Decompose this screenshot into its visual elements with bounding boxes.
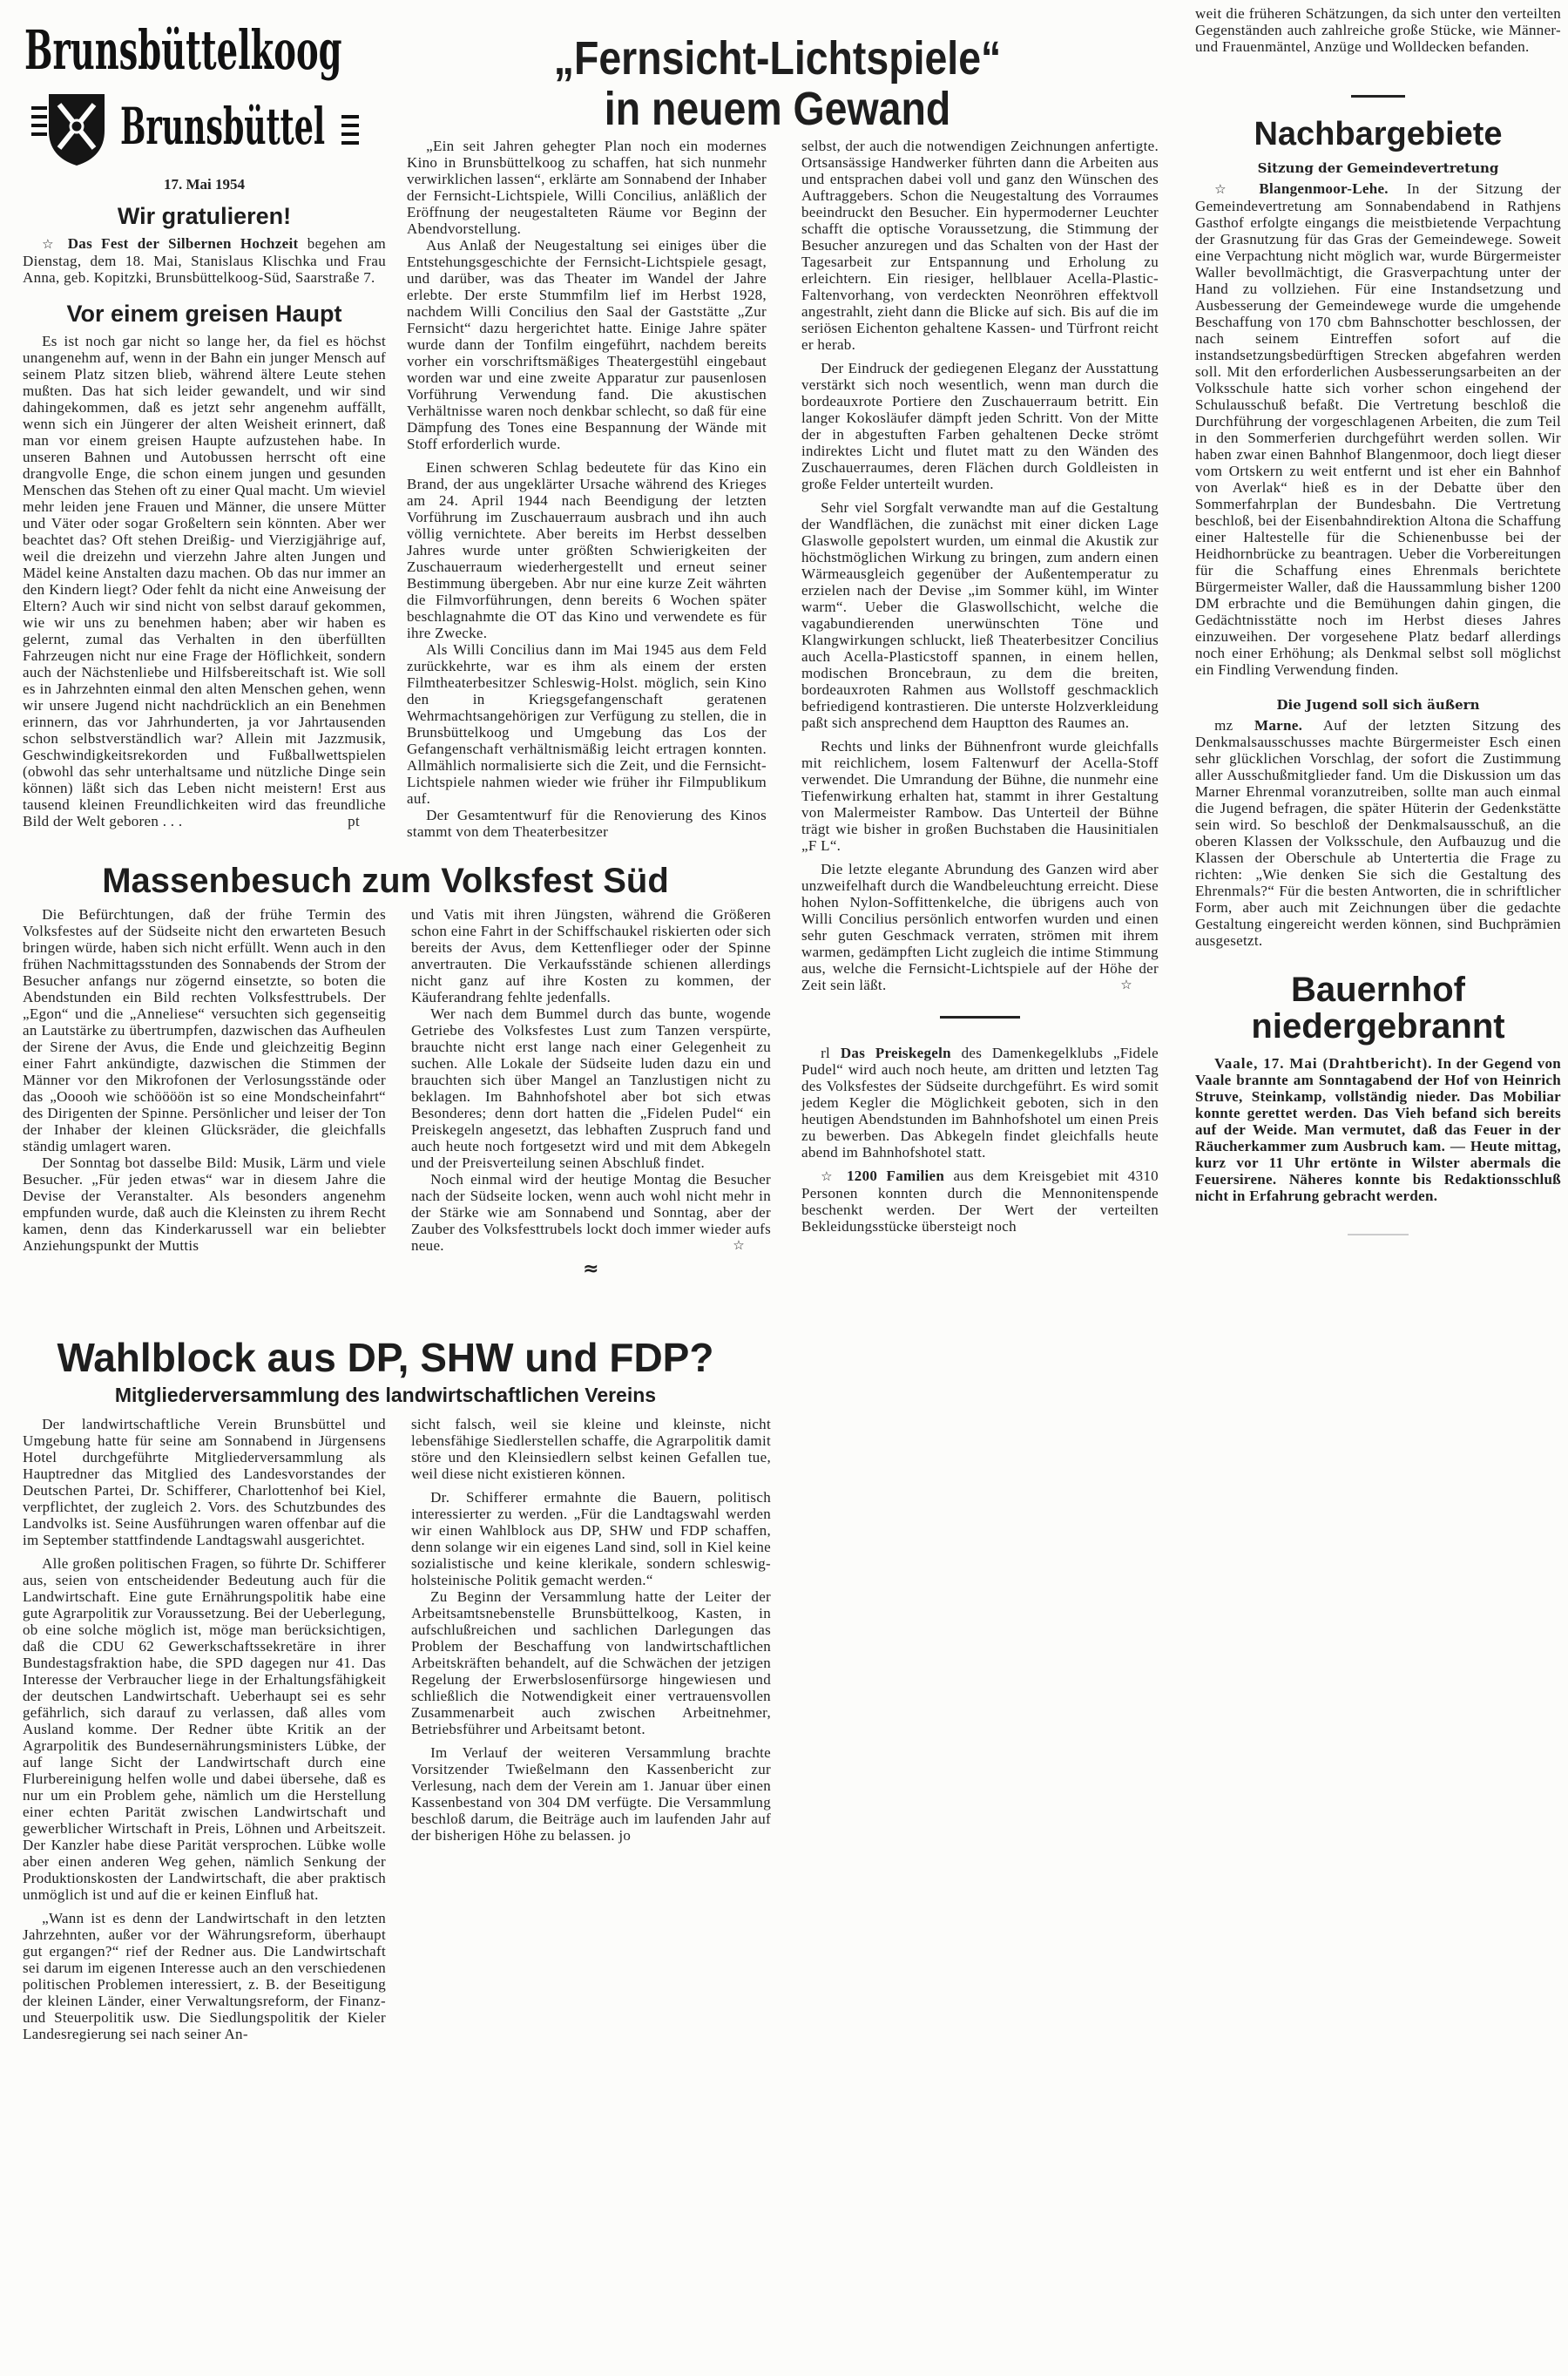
kino-paragraph: Der Gesamtentwurf für die Renovierung des Kinos stammt von dem Theaterbesitzer: [407, 807, 767, 840]
author-signature: jo: [618, 1827, 632, 1844]
nachbar-article-1: [1195, 180, 1561, 678]
familien-lead: 1200 Familien: [846, 1168, 945, 1184]
gratulation-article: [23, 235, 386, 286]
star-icon: ☆: [42, 236, 59, 252]
wahlblock-headline: Wahlblock aus DP, SHW und FDP?: [57, 1335, 714, 1380]
kino-paragraph: Als Willi Concilius dann im Mai 1945 aus dem Feld zurückkehrte, war es ihm als einem der ersten Filmtheaterbesitzer Schleswig-Holst. möglich, sein Kino den in Kriegsgefangenschaft geratenen Wehrmachtsangehörigen zur Verfügung zu stellen, die in Brunsbüttelkoog und Umgebung das Los der Gefangenschaft verhältnismäßig leicht ertragen konnten. Allmählich normalisierte sich die Zeit, und die Fernsicht-Lichtspiele nahmen wieder wie früher ihr Filmpublikum auf.: [407, 641, 767, 807]
kino-paragraph: Der Eindruck der gediegenen Eleganz der Ausstattung verstärkt sich noch wesentlich, wenn man durch die bordeauxrote Portiere den Zuschauerraum betritt. Ein langer Kokosläufer dämpft jeden Schritt. Von der Mitte der in abgestuften Farben gehaltenen Decke strömt indirektes Licht und flutet matt zu den Wänden des Zuschauerraumes, deren Flächen durch Goldleisten in große Felder unterteilt wurden.: [801, 360, 1159, 492]
bauernhof-text: In der Gegend von Vaale brannte am Sonntagabend der Hof von Heinrich Struve, Steinkamp, vollständig nieder. Das Mobiliar konnte gerettet werden. Das Vieh befand sich bereits auf der Weide. Man vermutet, daß das Feuer in der Räucherkammer zum Ausbruch kam. — Heute mittag, kurz vor 11 Uhr ertönte in Wilster abermals die Feuersirene. Näheres konnte bis Redaktionsschluß nicht in Erfahrung gebracht werden.: [1195, 1055, 1561, 1204]
wahlblock-paragraph: Dr. Schifferer ermahnte die Bauern, politisch interessierter zu werden. „Für die Landtagswahl werden wir einen Wahlblock aus DP, SHW und FDP schaffen, denn solange wir ein eigenes Land sind, soll in Kiel keine sozialistische und keine klerikale, sondern schleswig-holsteinische Politik gemacht werden.“: [411, 1489, 771, 1588]
kino-paragraph: selbst, der auch die notwendigen Zeichnungen anfertigte. Ortsansässige Handwerker führten dann die Arbeiten aus und entsprachen dabei voll und ganz den Wünschen des Auftraggebers. Schon die Neugestaltung des Vorraumes beeindruckt den Besucher. Ein hypermoderner Leuchter schafft die optische Voraussetzung, die Stimmung der Besucher anzuregen und das Schalten von der Hast der Tagesarbeit zur Entspannung und Erholung zu erleichtern. Ein riesiger, hellblauer Acella-Plastic-Faltenvorhang, von verdeckten Neonröhren effektvoll angestrahlt, zieht dann die Blicke auf sich. Bis auf die im seriösen Eichenton gehaltene Kassen- und Türfront reicht er herab.: [801, 138, 1159, 353]
issue-date: 17. Mai 1954: [163, 176, 246, 193]
middle-right-column: [801, 138, 1159, 1235]
masthead-ornament: [341, 113, 359, 148]
divider: [1348, 1234, 1409, 1235]
star-icon: ☆: [1120, 977, 1132, 992]
familien-article: [801, 1168, 1159, 1235]
nachbar-text-1: In der Sitzung der Gemeindevertretung am Sonnabendabend in Rathjens Gasthof erfolgte eingangs die meistbietende Verpachtung der Grasnutzung für das Gras der Gemeindewege. Soweit eine Verpachtung nicht möglich war, wurde Bürgermeister Waller bevollmächtigt, die Grasverpachtung unter der Hand zu vollziehen. Für eine Instandsetzung und Ausbesserung der Gemeindewege wurde die umgehende Beschaffung von 170 cbm Bahnschotter beschlossen, der nach seinem Eintreffen sofort auf die instandsetzungsbedürftigen Strecken abgefahren werden soll. Mit den erforderlichen Ausbesserungsarbeiten an der Volksschule hatte sich vorher schon eingehend der Schulausschuß befaßt. Die Vertretung beschloß die Durchführung der vorgeschlagenen Arbeiten, die zum Teil in den Sommerferien durchgeführt werden sollen. Wir haben zwar einen Bahnhof Blangenmoor, doch liegt dieser vom Ortskern zu weit entfernt und ist eher ein Bahnhof von Averlak“ hieß es in der Debatte über den Sommerfahrplan der Bundesbahn. Die Vertretung beschloß, bei der Eisenbahndirektion Altona die Schaffung einer Haltestelle für die Schienenbusse bei der Heidhornbrücke zu beantragen. Ueber die Vorbereitungen für die Schaffung eines Ehrenmals berichtete Bürgermeister Waller, daß die Haussammlung bisher 1200 DM erbrachte und die Bemühungen dahin gingen, die Gedächtnisstätte noch im Herbst dieses Jahres einzuweihen. Der vorgesehene Platz bedarf allerdings noch einer Erhöhung; als Denkmal selbst soll möglichst ein Findling Verwendung finden.: [1195, 180, 1561, 678]
masthead: [23, 19, 386, 176]
bauernhof-article: [1195, 1055, 1561, 1204]
volksfest-paragraph: und Vatis mit ihren Jüngsten, während die Größeren schon eine Fahrt in der Schiffschaukel riskierten oder sich bereits der Avus, dem Kettenflieger oder der Spinne anvertrauten. Die Verkaufsstände schienen allerdings nicht ganz auf ihre Kosten zu kommen, der Käuferandrang fehlte jedenfalls.: [411, 906, 771, 1005]
kino-paragraph: Sehr viel Sorgfalt verwandte man auf die Gestaltung der Wandflächen, die zunächst mit einer dicken Lage Glaswolle gepolstert wurden, um einmal die Akustik zur höchstmöglichen Wirkung zu bringen, zum andern einen Wärmeausgleich gegenüber der Außentemperatur zu erzielen nach der Devise „im Sommer kühl, im Winter warm“. Ueber die Glaswollschicht, welche die vagabundierenden unerwünschten Töne und Klangwirkungen schluckt, ließ Theaterbesitzer Concilius auch Acella-Plasticstoff spannen, in einem hellen, modischen Broncebraun, zu dem die breiten, bordeauxroten Rahmen aus Wollstoff geschmacklich befriedigend kontrastieren. Die unterste Holzverkleidung paßt sich ansprechend dem Hauptton des Raumes an.: [801, 499, 1159, 731]
greisen-article: [23, 333, 386, 829]
author-signature: pt: [348, 813, 360, 829]
kino-paragraph: Einen schweren Schlag bedeutete für das Kino ein Brand, der aus ungeklärter Ursache während des Krieges am 24. April 1944 nach Beendigung der letzten Vorführung im Zuschauerraum ausbrach und ihn auch völlig vernichtete. Aber bereits im Herbst desselben Jahres wurde unter größten Schwierigkeiten der Zuschauerraum wiederhergestellt und erneut seiner Bestimmung übergeben. Abr nur eine kurze Zeit währten die Filmvorführungen, denn bereits 6 Wochen später beschlagnahmte die OT das Kino und verwendete es für ihre Zwecke.: [407, 459, 767, 641]
nachbar-article-2: [1195, 717, 1561, 949]
nachbar-lead-2: Marne.: [1254, 717, 1303, 734]
divider: [940, 1016, 1020, 1019]
kino-paragraph: „Ein seit Jahren gehegter Plan noch ein modernes Kino in Brunsbüttelkoog zu schaffen, hat sich nunmehr verwirklichen lassen“, erklärte am Sonnabend der Inhaber der Fernsicht-Lichtspiele, Willi Concilius, anläßlich der Eröffnung der neugestalteten Räume vor Beginn der Abendvorstellung.: [407, 138, 767, 237]
volksfest-column-1: [23, 906, 386, 1254]
greisen-headline: Vor einem greisen Haupt: [66, 301, 342, 327]
kino-paragraph: Rechts und links der Bühnenfront wurde gleichfalls mit reichlichem, losem Faltenwurf der Acella-Stoff verwendet. Die Umrandung der Bühne, die nunmehr eine Tiefenwirkung erhalten hat, stammt in ihrer Gestaltung von Malermeister Rambow. Das Unterteil der Bühne trägt wie bisher in großen Buchstaben die Hausinitialen „F L“.: [801, 738, 1159, 854]
nachbar-headline: Nachbargebiete: [1254, 116, 1503, 152]
author-initials: mz: [1214, 717, 1233, 734]
bauernhof-headline-line2: niedergebrannt: [1251, 1007, 1505, 1046]
gratulation-text: begehen am Dienstag, dem 18. Mai, Stanislaus Klischka und Frau Anna, geb. Kopitzki, Brunsbüttelkoog-Süd, Saarstraße 7.: [23, 235, 386, 286]
kino-headline-line2: in neuem Gewand: [604, 83, 951, 135]
wave-separator-icon: ≈: [583, 1258, 599, 1280]
wahlblock-paragraph: Der landwirtschaftliche Verein Brunsbüttel und Umgebung hatte für seine am Sonnabend in Jürgensens Hotel durchgeführte Mitgliederversammlung als Hauptredner das Mitglied des Landesvorstandes der Deutschen Partei, Dr. Schifferer, Charlottenhof bei Kiel, verpflichtet, der zugleich 2. Vors. des Schutzbundes des Landvolks ist. Seine Ausführungen waren offenbar auf die im September stattfindende Landtagswahl ausgerichtet.: [23, 1416, 386, 1548]
familien-continuation-text: weit die früheren Schätzungen, da sich unter den verteilten Gegenständen auch zahlreiche große Stücke, wie Männer- und Frauenmäntel, Anzüge und Wolldecken befanden.: [1195, 5, 1561, 55]
star-icon: ☆: [733, 1237, 745, 1253]
volksfest-paragraph: Wer nach dem Bummel durch das bunte, wogende Getriebe des Volksfestes Lust zum Tanzen verspürte, brauchte nicht erst lange nach einer Gelegenheit zu suchen. Alle Lokale der Südseite luden dazu ein und brauchten sich über Mangel an Tanzlustigen nicht zu beklagen. Im Bahnhofshotel aber bot sich etwas Besonderes; denn dort hatten die „Fidelen Pudel“ ein Preiskegeln angesetzt, das lebhaften Zuspruch fand und auch heute noch fortgesetzt wird und mit dem Abkegeln und der Preisverteilung seinen Abschluß findet.: [411, 1005, 771, 1171]
gratulation-lead: Das Fest der Silbernen Hochzeit: [67, 235, 299, 252]
preiskegeln-text: des Damenkegelklubs „Fidele Pudel“ wird auch noch heute, am dritten und letzten Tag des Volksfestes der Südseite durchgeführt. Es wird somit jedem Kegler die Möglichkeit geboten, sich in den heutigen Abendstunden im Bahnhofshotel um einen Preis zu bewerben. Das Abkegeln findet gleichfalls heute abend im Bahnhofshotel statt.: [801, 1045, 1159, 1161]
familien-continuation: [1195, 5, 1561, 55]
masthead-line1: Brunsbüttelkoog: [24, 18, 342, 82]
kino-column-1: [407, 138, 767, 840]
wahlblock-paragraph: sicht falsch, weil sie kleine und kleinste, nicht lebensfähige Siedlerstellen schaffe, die Agrarpolitik damit störe und den Kleinsiedlern selbst keinen Gefallen tue, weil diese nicht existieren können.: [411, 1416, 771, 1482]
gratulation-headline: Wir gratulieren!: [117, 203, 292, 229]
wahlblock-paragraph: Zu Beginn der Versammlung hatte der Leiter der Arbeitsamtsnebenstelle Brunsbüttelkoog, Kasten, in aufschlußreichen und sachlichen Darlegungen das Problem der Beschaffung von landwirtschaftlichen Arbeitskräften behandelt, auf die Schwächen der jetzigen Regelung der Erwerbslosenfürsorge hingewiesen und schließlich die Notwendigkeit einer vertrauensvollen Zusammenarbeit auch zwischen Arbeitnehmer, Betriebsführer und Arbeitsamt betont.: [411, 1588, 771, 1737]
right-column: [1195, 5, 1561, 1235]
wahlblock-subheadline: Mitgliederversammlung des landwirtschaftlichen Vereins: [114, 1384, 657, 1406]
wahlblock-column-2: [411, 1416, 771, 1844]
divider: [1351, 95, 1405, 98]
volksfest-headline: Massenbesuch zum Volksfest Süd: [102, 862, 669, 900]
kino-headline-line1: „Fernsicht-Lichtspiele“: [553, 32, 1002, 85]
wahlblock-paragraph: Im Verlauf der weiteren Versammlung brachte Vorsitzender Twießelmann den Kassenbericht zur Verlesung, nach dem der Verein am 1. Januar über einen Kassenbestand von 304 DM verfügte. Die Versammlung beschloß darum, die Beiträge auch im laufenden Jahr auf der bisherigen Höhe zu belassen.: [411, 1744, 771, 1844]
nachbar-subheading-1: Sitzung der Gemeindevertretung: [1257, 160, 1499, 176]
left-column: [23, 0, 386, 829]
wahlblock-columns: [0, 1416, 771, 2042]
kino-paragraph: Aus Anlaß der Neugestaltung sei einiges über die Entstehungsgeschichte der Fernsicht-Lichtspiele gesagt, und darüber, was das Theater im Wandel der Jahre erlebte. Der erste Stummfilm lief im Herbst 1928, nachdem Willi Concilius den Saal der Gaststätte „Zur Fernsicht“ dazu hergerichtet hatte. Einige Jahre später wurde dann der Tonfilm eingeführt, nachdem bereits vorher ein vorschriftsmäßiges Theatergestühl eingebaut worden war und eine zweite Apparatur zur pausenlosen Vorführung Verwendung fand. Die akustischen Verhältnisse waren noch denkbar schlecht, so daß für eine Dämpfung des Tones eine Bespannung der Wände mit Stoff erforderlich wurde.: [407, 237, 767, 452]
preiskegeln-article: [801, 1045, 1159, 1161]
star-icon: ☆: [1214, 181, 1241, 197]
brief-news-column: [801, 1045, 1159, 1235]
nachbar-lead-1: Blangenmoor-Lehe.: [1259, 180, 1389, 197]
coat-of-arms-icon: [31, 87, 118, 167]
wahlblock-paragraph: „Wann ist es denn der Landwirtschaft in den letzten Jahrzehnten, außer vor der Währungsreform, überhaupt gut ergangen?“ rief der Redner aus. Die Landwirtschaft sei darum im eigenen Interesse auch an den verschiedenen politischen Problemen interessiert, z. B. der Beseitigung der kleinen Länder, einer Verwaltungsreform, der Finanz- und Steuerpolitik usw. Die Siedlungspolitik der Kieler Landesregierung sei nach seiner An-: [23, 1910, 386, 2042]
familien-text: aus dem Kreisgebiet mit 4310 Personen konnten durch die Mennonitenspende beschenkt werden. Der Wert der verteilten Bekleidungsstücke übersteigt noch: [801, 1168, 1159, 1235]
bauernhof-headline-line1: Bauernhof: [1291, 971, 1465, 1009]
wahlblock-paragraph: Alle großen politischen Fragen, so führte Dr. Schifferer aus, seien von entscheidender Bedeutung auch für die Landwirtschaft. Eine gute Ernährungspolitik habe eine gute Agrarpolitik zur Voraussetzung. Bei der Ueberlegung, ob eine solche möglich ist, möge man berücksichtigen, daß die CDU 62 Gewerkschaftssekretäre in ihrer Bundestagsfraktion habe, die SPD dagegen nur 41. Das Interesse der Verbraucher liege in der Erhaltungsfähigkeit der deutschen Landwirtschaft. Ueberhaupt sei es sehr gefährlich, sich darauf zu verlassen, daß alles vom Ausland komme. Der Redner übte Kritik an der Agrarpolitik des Bundesernährungsministers Lübke, der auf lange Sicht der Landwirtschaft durch eine Flurbereinigung helfen wolle und dabei übersehe, daß es nur um ein Problem gehe, nämlich um die Herstellung einer echten Parität zwischen Landwirtschaft und gewerblicher Wirtschaft in Preis, Löhnen und Arbeitszeit. Der Kanzler habe diese Parität versprochen. Lübke wolle aber einen anderen Weg gehen, nämlich Senkung der Produktionskosten der Landwirtschaft, die aber praktisch unmöglich ist und auf die er keinen Einfluß hat.: [23, 1555, 386, 1903]
volksfest-column-2: [411, 906, 771, 1282]
wahlblock-column-1: [23, 1416, 386, 2042]
kino-column-2: [801, 138, 1159, 993]
volksfest-paragraph: Der Sonntag bot dasselbe Bild: Musik, Lärm und viele Besucher. „Für jeden etwas“ war in diesem Jahre die Devise der Veranstalter. Als besonders angenehm empfunden wurde, daß auch die Kleinsten zu ihrem Recht kamen, denn das Kinderkarussell war ein beliebter Anziehungspunkt der Muttis: [23, 1154, 386, 1254]
nachbar-text-2: Auf der letzten Sitzung des Denkmalsausschusses machte Bürgermeister Esch einen sehr glücklichen Vorschlag, der sofort die Zustimmung aller Ausschußmitglieder fand. Um die Diskussion um das Marner Ehrenmal voranzutreiben, sollte man auch einmal die Jugend befragen, die später Hüterin der Gedenkstätte sein wird. So beschloß der Denkmalsausschuß, an die oberen Klassen der Volksschule, den Aufbauzug und die Klassen der Oberschule ab Untertertia die Frage zu richten: „Wie denken Sie sich die Gestaltung des Ehrenmals?“ Für die besten Antworten, die in schriftlicher Form, aber auch mit Zeichnungen über die gedachte Gestaltung eingereicht werden können, sind Buchprämien ausgesetzt.: [1195, 717, 1561, 949]
greisen-text: Es ist noch gar nicht so lange her, da fiel es höchst unangenehm auf, wenn in der Bahn ein junger Mensch auf seinem Platz sitzen blieb, während ältere Leute stehen mußten. Das hat sich leider gewandelt, und wir sind dahingekommen, daß es jetzt sehr angenehm auffällt, wenn sich ein Jüngerer der alten Weisheit erinnert, daß man vor einem greisen Haupte aufzustehen habe. In unseren Bahnen und Autobussen herrscht oft eine drangvolle Enge, die schon einem jungen und gesunden Menschen das Stehen oft zu einer Qual macht. Um wieviel mehr leiden jene Frauen und Männer, die unsere Mütter und Väter oder sogar Großeltern sein könnten. Aber wer beachtet das? Oft stehen Dreißig- und Vierzigjährige auf, weil die dreizehn und vierzehn Jahre alten Jungen und Mädel keine Anstalten dazu machen. Ob das nur immer an den Kindern liegt? Oder fehlt da nicht eine Anweisung der Eltern? Auch wir sind nicht von selbst darauf gekommen, wie wir uns zu benehmen haben; aber wir haben es gelernt, zumal das Verhalten in den überfüllten Fahrzeugen nicht nur eine Frage der Höflichkeit, sondern auch der Nächstenliebe und Hilfsbereitschaft ist. Wie soll es in Jahrzehnten einmal den alten Menschen gehen, wenn wir unsere Jugend nicht nachdrücklich an ein Benehmen erinnern, das vor Jahrhunderten, ja vor Jahrtausenden schon selbstverständlich war? Allein mit Jazzmusik, Geschwindigkeitsrekorden und Fußballwettspielen (obwohl das sehr unterhaltsame und nützliche Dinge sein können) läßt sich das Leben nicht meistern! Erst aus tausend kleinen Freundlichkeiten wird das freundliche Bild der Welt geboren . . .: [23, 333, 386, 829]
star-icon: ☆: [821, 1168, 838, 1184]
masthead-line2: Brunsbüttel: [120, 97, 326, 156]
volksfest-paragraph: Noch einmal wird der heutige Montag die Besucher nach der Südseite locken, wenn auch wohl nicht mehr in der Stärke wie am Sonnabend und Sonntag, aber der Zauber des Volksfesttrubels lockt doch immer wieder aufs neue.: [411, 1171, 771, 1254]
volksfest-paragraph: Die Befürchtungen, daß der frühe Termin des Volksfestes auf der Südseite nicht den erwarteten Besuch bringen würde, haben sich nicht erfüllt. Wenn auch in den frühen Nachmittagsstunden des Sonnabends der Strom der Besucher anfangs nur zögernd einsetzte, so boten die Abendstunden ein Bild rechten Volksfesttrubels. Der „Egon“ und die „Anneliese“ versuchten sich gegenseitig an Lautstärke zu übertrumpfen, dazwischen das Aufheulen der Sirene der Avus, die Ende und gleichzeitig Beginn einer Fahrt ankündigte, dazwischen die Stimmen der Männer vor den Mikrofonen der Verlosungsstände oder das „Ooooh wie schöööön ist so eine Mondscheinfahrt“ des Dirigenten der Spinne. Persönlicher und leiser der Ton der Inhaber der kleinen Glücksräder, die gleichfalls ständig umlagert waren.: [23, 906, 386, 1154]
bauernhof-dateline: Vaale, 17. Mai (Drahtbericht).: [1214, 1055, 1433, 1072]
left-section: [0, 0, 771, 2042]
kino-paragraph: Die letzte elegante Abrundung des Ganzen wird aber unzweifelhaft durch die Wandbeleuchtung erreicht. Diese hohen Nylon-Soffittenkelche, die übrigens auch von Willi Concilius persönlich entworfen wurden und einen sehr guten Geschmack verraten, strömen mit ihrem warmen, gedämpften Licht zugleich die intime Stimmung aus, welche die Fernsicht-Lichtspiele auf der Höhe der Zeit sein läßt.: [801, 861, 1159, 993]
preiskegeln-lead: Das Preiskegeln: [840, 1045, 951, 1061]
volksfest-columns: [0, 906, 771, 1282]
author-initials: rl: [821, 1045, 831, 1061]
nachbar-subheading-2: Die Jugend soll sich äußern: [1276, 697, 1480, 713]
